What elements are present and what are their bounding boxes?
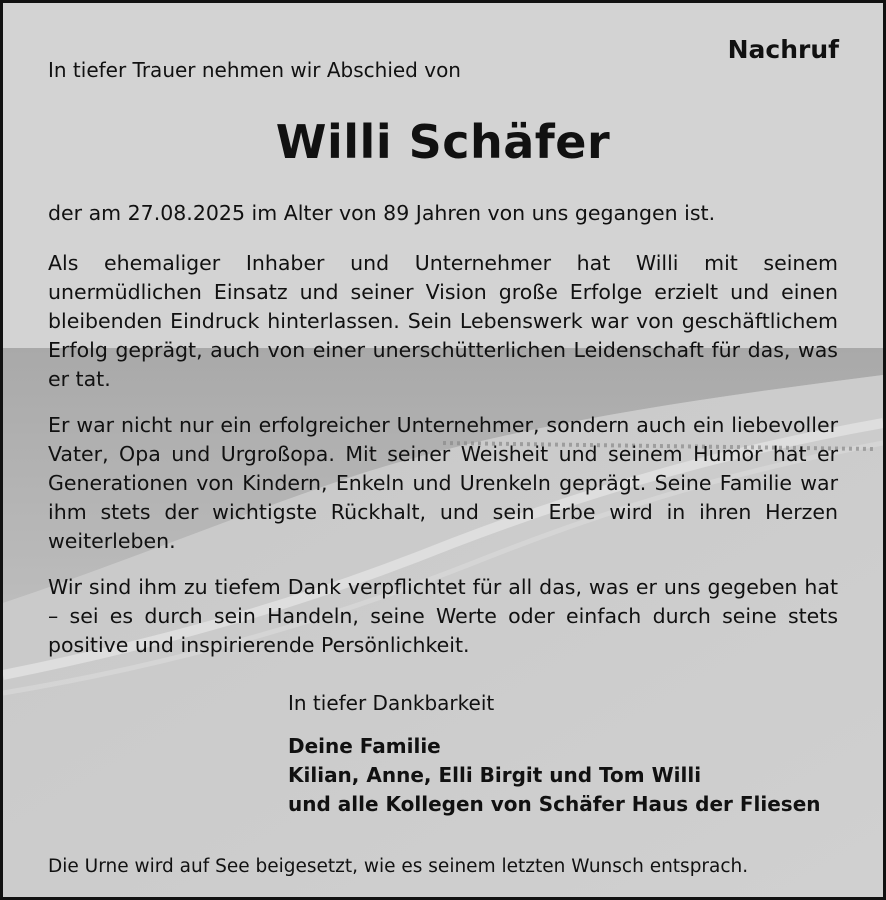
notice-label: Nachruf [727,35,839,64]
signer-line: und alle Kollegen von Schäfer Haus der Fliesen [288,792,821,816]
paragraph-career: Als ehemaliger Inhaber und Unternehmer hat Willi mit seinem unermüdlichen Einsatz und seiner Vision große Erfolge erzielt und einen bleibenden Eindruck hinterlassen. Sein Lebenswerk war von geschäftlichem Erfolg geprägt, auch von einer unerschütterlichen Leidenschaft für das, was er tat. [48,251,838,391]
burial-note: Die Urne wird auf See beigesetzt, wie es seinem letzten Wunsch entsprach. [48,856,749,877]
paragraph-gratitude: Wir sind ihm zu tiefem Dank verpflichtet für all das, was er uns gegeben hat – sei es durch sein Handeln, seine Werte oder einfach durch seine stets positive und inspirierende Persönlichkeit. [48,575,838,657]
signers-block [288,732,821,819]
paragraph-passing: der am 27.08.2025 im Alter von 89 Jahren von uns gegangen ist. [48,201,716,225]
deceased-name: Willi Schäfer [275,115,611,169]
signer-line: Kilian, Anne, Elli Birgit und Tom Willi [288,763,702,787]
closing-thanks: In tiefer Dankbarkeit [288,691,495,715]
signer-line: Deine Familie [288,734,441,758]
paragraph-family: Er war nicht nur ein erfolgreicher Unternehmer, sondern auch ein liebevoller Vater, Opa und Urgroßopa. Mit seiner Weisheit und seinem Humor hat er Generationen von Kindern, Enkeln und Urenkeln geprägt. Seine Familie war ihm stets der wichtigste Rückhalt, und sein Erbe wird in ihren Herzen weiterleben. [48,413,838,553]
intro-text: In tiefer Trauer nehmen wir Abschied von [48,58,461,82]
